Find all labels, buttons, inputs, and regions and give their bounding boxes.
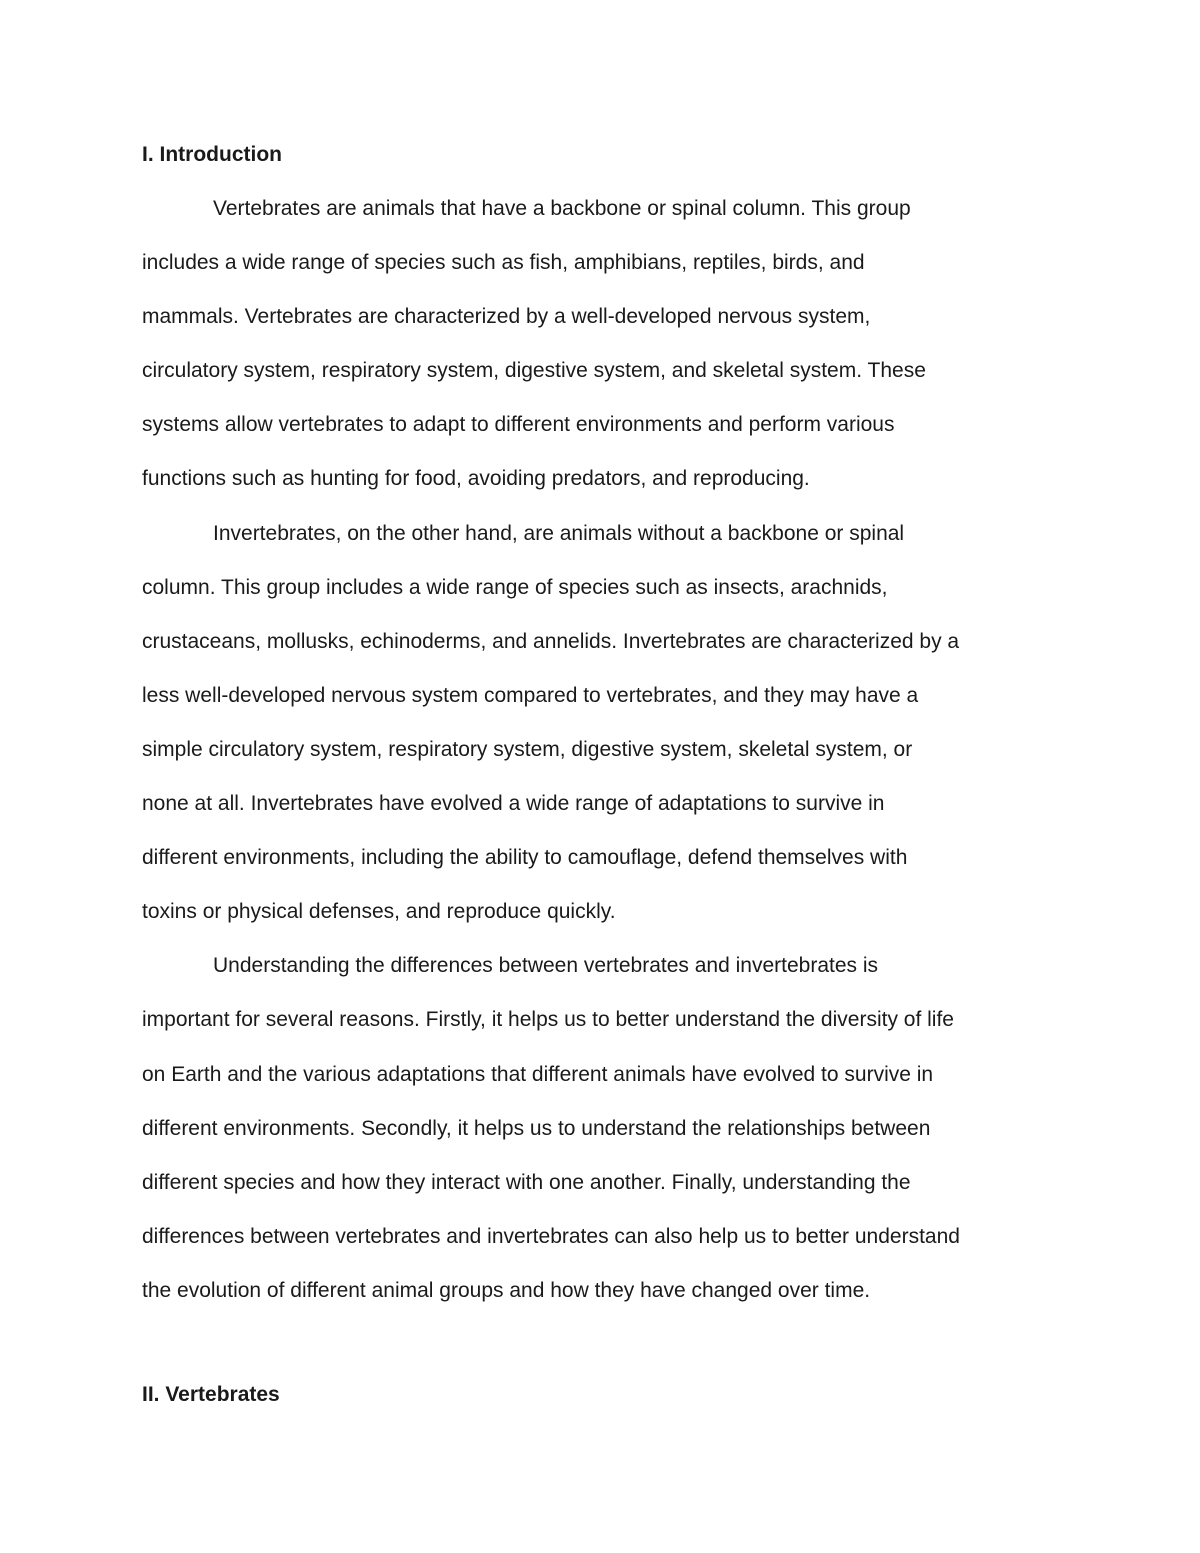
paragraph-line: different environments. Secondly, it helps us to understand the relationships between [142,1116,931,1140]
paragraph-line: crustaceans, mollusks, echinoderms, and annelids. Invertebrates are characterized by a [142,629,960,653]
paragraph-line: mammals. Vertebrates are characterized by a well-developed nervous system, [142,305,871,329]
paragraph-line: toxins or physical defenses, and reproduce quickly. [142,900,616,924]
paragraph-invertebrates [142,507,1072,940]
paragraph-line: differences between vertebrates and invertebrates can also help us to better understand [142,1224,960,1248]
paragraph-line: different environments, including the ability to camouflage, defend themselves with [142,846,908,870]
paragraph-line: circulatory system, respiratory system, digestive system, and skeletal system. These [142,359,926,383]
paragraph-differences [142,939,1072,1318]
paragraph-line: functions such as hunting for food, avoiding predators, and reproducing. [142,467,810,491]
paragraph-line: Invertebrates, on the other hand, are animals without a backbone or spinal [213,521,905,545]
paragraph-line: includes a wide range of species such as fish, amphibians, reptiles, birds, and [142,251,865,275]
paragraph-line: on Earth and the various adaptations that different animals have evolved to survive in [142,1062,934,1086]
paragraph-line: Understanding the differences between vertebrates and invertebrates is [213,954,879,978]
paragraph-line: the evolution of different animal groups and how they have changed over time. [142,1278,871,1302]
paragraph-line: simple circulatory system, respiratory system, digestive system, skeletal system, or [142,737,913,761]
section-heading-vertebrates: II. Vertebrates [142,1383,280,1406]
section-heading-introduction: I. Introduction [142,143,282,166]
paragraph-line: Vertebrates are animals that have a backbone or spinal column. This group [213,197,911,220]
paragraph-line: different species and how they interact with one another. Finally, understanding the [142,1170,911,1194]
paragraph-line: important for several reasons. Firstly, it helps us to better understand the diversity of life [142,1008,954,1032]
paragraph-line: systems allow vertebrates to adapt to different environments and perform various [142,413,895,437]
paragraph-line: less well-developed nervous system compared to vertebrates, and they may have a [142,683,919,707]
paragraph-line: none at all. Invertebrates have evolved a wide range of adaptations to survive in [142,792,885,816]
document-body [142,128,1072,1318]
paragraph-vertebrates [142,182,1072,507]
paragraph-line: column. This group includes a wide range of species such as insects, arachnids, [142,575,888,599]
